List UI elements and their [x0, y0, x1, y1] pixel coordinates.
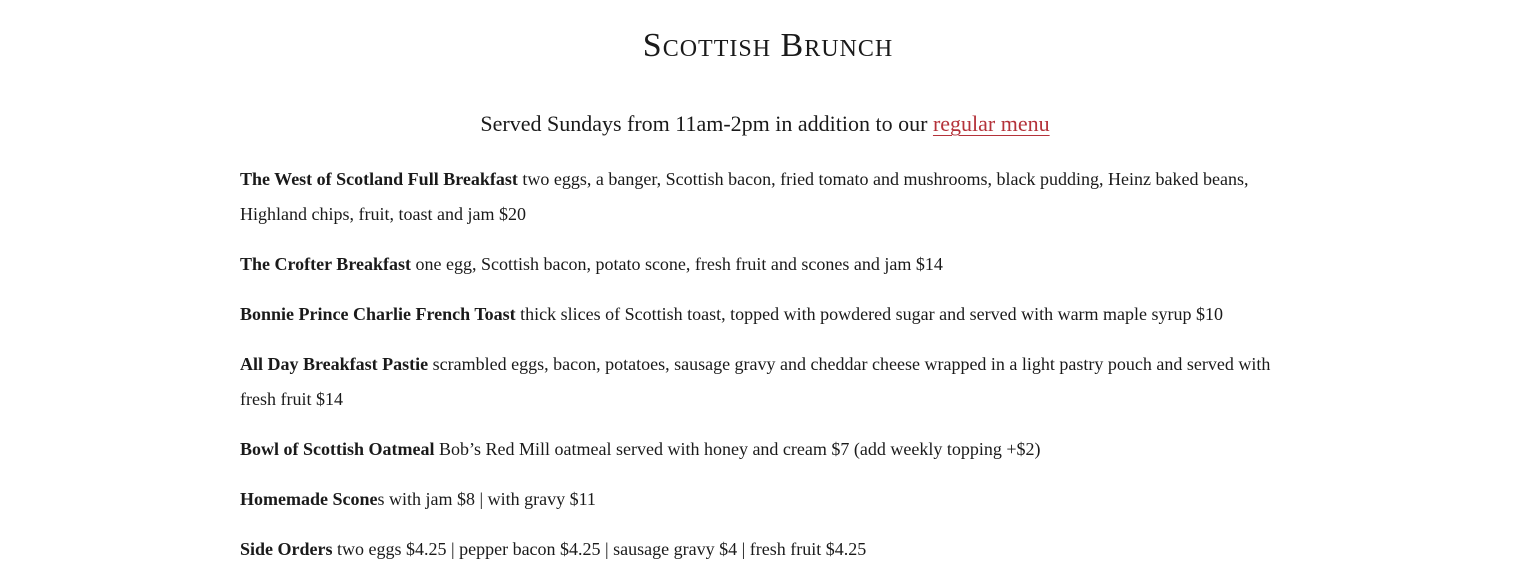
intro-text: Served Sundays from 11am-2pm in addition to our [480, 111, 933, 136]
menu-item-description: thick slices of Scottish toast, topped with powdered sugar and served with warm maple syrup $10 [515, 304, 1224, 324]
brunch-menu-list [240, 162, 1300, 582]
menu-item-crofter-breakfast [240, 247, 1300, 282]
menu-item-name: The West of Scotland Full Breakfast [240, 169, 518, 189]
menu-item-side-orders [240, 532, 1300, 567]
menu-item-french-toast [240, 297, 1300, 332]
menu-item-description: scrambled eggs, bacon, potatoes, sausage gravy and cheddar cheese wrapped in a light pastry pouch and served with fresh fruit $14 [240, 354, 1271, 409]
menu-item-description: two eggs, a banger, Scottish bacon, fried tomato and mushrooms, black pudding, Heinz baked beans, Highland chips, fruit, toast and jam $20 [240, 169, 1249, 224]
menu-item-name: Homemade Scone [240, 489, 378, 509]
menu-item-description: s with jam $8 | with gravy $11 [377, 489, 596, 509]
menu-item-scottish-oatmeal [240, 432, 1300, 467]
menu-item-name: Side Orders [240, 539, 333, 559]
menu-item-name: Bonnie Prince Charlie French Toast [240, 304, 516, 324]
menu-item-homemade-scones [240, 482, 1300, 517]
intro-line [0, 108, 1530, 140]
regular-menu-link[interactable]: regular menu [932, 111, 1050, 136]
menu-item-name: All Day Breakfast Pastie [240, 354, 429, 374]
menu-item-description: two eggs $4.25 | pepper bacon $4.25 | sausage gravy $4 | fresh fruit $4.25 [332, 539, 867, 559]
menu-item-breakfast-pastie [240, 347, 1300, 417]
menu-item-description: Bob’s Red Mill oatmeal served with honey and cream $7 (add weekly topping +$2) [434, 439, 1041, 459]
page-title: Scottish Brunch [642, 27, 894, 64]
menu-item-name: Bowl of Scottish Oatmeal [240, 439, 435, 459]
menu-item-west-of-scotland-full-breakfast [240, 162, 1300, 232]
menu-item-description: one egg, Scottish bacon, potato scone, fresh fruit and scones and jam $14 [410, 254, 943, 274]
menu-item-name: The Crofter Breakfast [240, 254, 411, 274]
